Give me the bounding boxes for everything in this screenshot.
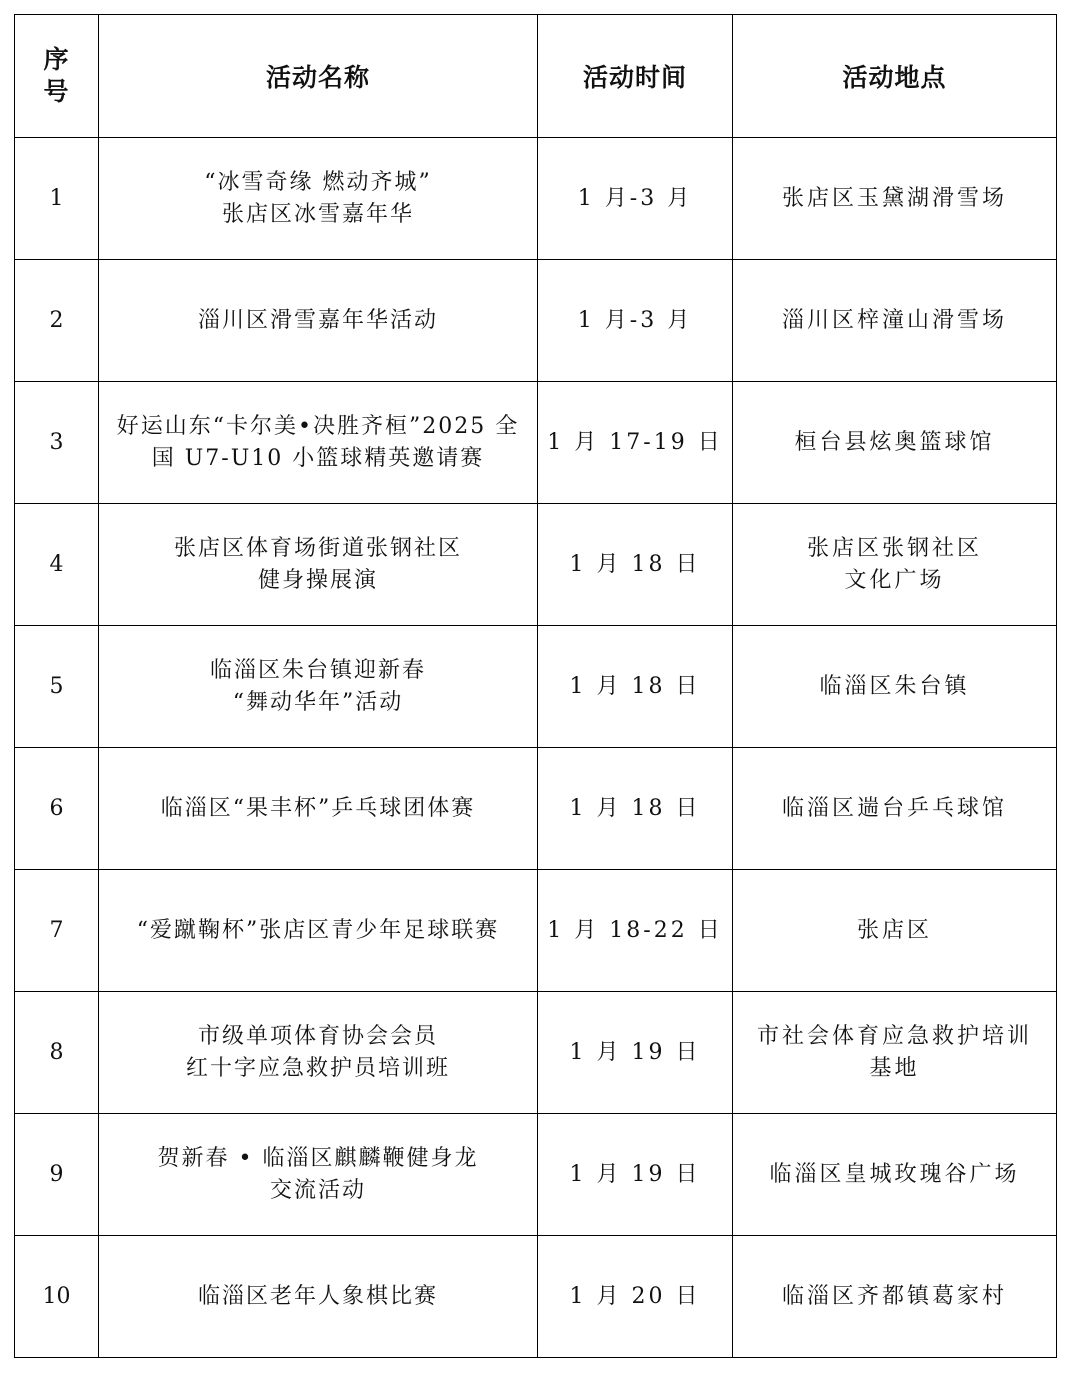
index-column-header — [15, 15, 99, 138]
activity-place-line: 张店区玉黛湖滑雪场 — [781, 185, 1007, 211]
activity-name-cell — [99, 382, 538, 504]
activity-place-cell — [733, 1236, 1057, 1358]
activity-name-cell — [99, 748, 538, 870]
activity-name-cell — [99, 1114, 538, 1236]
row-index-cell: 1 — [15, 138, 99, 260]
activity-name-cell — [99, 1236, 538, 1358]
activity-time-cell: 1 月 18 日 — [538, 504, 733, 626]
activity-name-line: 健身操展演 — [257, 567, 378, 593]
activity-place-cell — [733, 1114, 1057, 1236]
activity-place-line: 临淄区皇城玫瑰谷广场 — [769, 1161, 1020, 1187]
activity-name-line: 贺新春 • 临淄区麒麟鞭健身龙 — [157, 1145, 479, 1171]
row-index-cell: 7 — [15, 870, 99, 992]
activity-name-line: “爱蹴鞠杯”张店区青少年足球联赛 — [136, 917, 500, 943]
activity-time-cell: 1 月 20 日 — [538, 1236, 733, 1358]
activity-name-cell — [99, 260, 538, 382]
activity-time-cell: 1 月 18 日 — [538, 626, 733, 748]
activity-place-line: 桓台县炫奥篮球馆 — [794, 429, 995, 455]
table-row — [15, 1236, 1057, 1358]
activity-place-line: 临淄区朱台镇 — [819, 673, 970, 699]
activity-place-line: 临淄区遄台乒乓球馆 — [781, 795, 1007, 821]
row-index-cell: 2 — [15, 260, 99, 382]
row-index-cell: 6 — [15, 748, 99, 870]
activity-place-cell — [733, 748, 1057, 870]
activity-place-cell — [733, 992, 1057, 1114]
table-row — [15, 1114, 1057, 1236]
activity-name-line: 临淄区朱台镇迎新春 — [209, 657, 426, 683]
activity-place-line: 张店区 — [856, 917, 932, 943]
activity-time-cell: 1 月-3 月 — [538, 260, 733, 382]
time-column-header: 活动时间 — [538, 15, 733, 138]
activity-time-cell: 1 月 17-19 日 — [538, 382, 733, 504]
row-index-cell: 8 — [15, 992, 99, 1114]
activity-name-cell — [99, 504, 538, 626]
activity-name-line: 临淄区“果丰杯”乒乓球团体赛 — [160, 795, 476, 821]
header-row — [15, 15, 1057, 138]
activity-place-cell — [733, 626, 1057, 748]
activity-name-cell — [99, 626, 538, 748]
activity-name-cell — [99, 992, 538, 1114]
activity-name-cell — [99, 870, 538, 992]
table-row — [15, 382, 1057, 504]
row-index-cell: 10 — [15, 1236, 99, 1358]
activity-name-line: 国 U7-U10 小篮球精英邀请赛 — [151, 445, 485, 471]
activity-time-cell: 1 月 19 日 — [538, 1114, 733, 1236]
activity-name-line: 张店区冰雪嘉年华 — [221, 201, 414, 227]
row-index-cell: 3 — [15, 382, 99, 504]
activity-place-line: 张店区张钢社区 — [806, 535, 982, 561]
table-row — [15, 138, 1057, 260]
activity-name-line: 交流活动 — [269, 1177, 366, 1203]
index-header-line-2: 号 — [43, 77, 70, 106]
activity-place-line: 临淄区齐都镇葛家村 — [781, 1283, 1007, 1309]
activity-place-cell — [733, 260, 1057, 382]
events-table — [14, 14, 1057, 1358]
activity-time-cell: 1 月-3 月 — [538, 138, 733, 260]
activity-name-line: 张店区体育场街道张钢社区 — [173, 535, 462, 561]
activity-name-line: 淄川区滑雪嘉年华活动 — [197, 307, 438, 333]
activity-place-cell — [733, 138, 1057, 260]
activity-name-cell — [99, 138, 538, 260]
row-index-cell: 5 — [15, 626, 99, 748]
activity-name-line: 市级单项体育协会会员 — [197, 1023, 438, 1049]
activity-place-cell — [733, 382, 1057, 504]
table-row — [15, 504, 1057, 626]
activity-place-cell — [733, 504, 1057, 626]
activity-place-line: 市社会体育应急救护培训 — [756, 1023, 1032, 1049]
table-row — [15, 992, 1057, 1114]
activity-name-line: “冰雪奇缘 燃动齐城” — [204, 169, 432, 195]
activity-place-line: 文化广场 — [844, 567, 945, 593]
activity-name-line: 临淄区老年人象棋比赛 — [197, 1283, 438, 1309]
table-row — [15, 260, 1057, 382]
activity-place-line: 基地 — [869, 1055, 920, 1081]
table-row — [15, 626, 1057, 748]
activity-name-line: “舞动华年”活动 — [232, 689, 404, 715]
activity-time-cell: 1 月 19 日 — [538, 992, 733, 1114]
activity-time-cell: 1 月 18-22 日 — [538, 870, 733, 992]
activity-name-line: 好运山东“卡尔美•决胜齐桓”2025 全 — [116, 413, 520, 439]
activity-name-line: 红十字应急救护员培训班 — [185, 1055, 450, 1081]
table-row — [15, 748, 1057, 870]
place-column-header: 活动地点 — [733, 15, 1057, 138]
index-header-line-1: 序 — [43, 45, 70, 74]
activity-place-cell — [733, 870, 1057, 992]
table-body — [15, 138, 1057, 1358]
table-row — [15, 870, 1057, 992]
activity-place-line: 淄川区梓潼山滑雪场 — [781, 307, 1007, 333]
activity-time-cell: 1 月 18 日 — [538, 748, 733, 870]
row-index-cell: 4 — [15, 504, 99, 626]
row-index-cell: 9 — [15, 1114, 99, 1236]
name-column-header: 活动名称 — [99, 15, 538, 138]
